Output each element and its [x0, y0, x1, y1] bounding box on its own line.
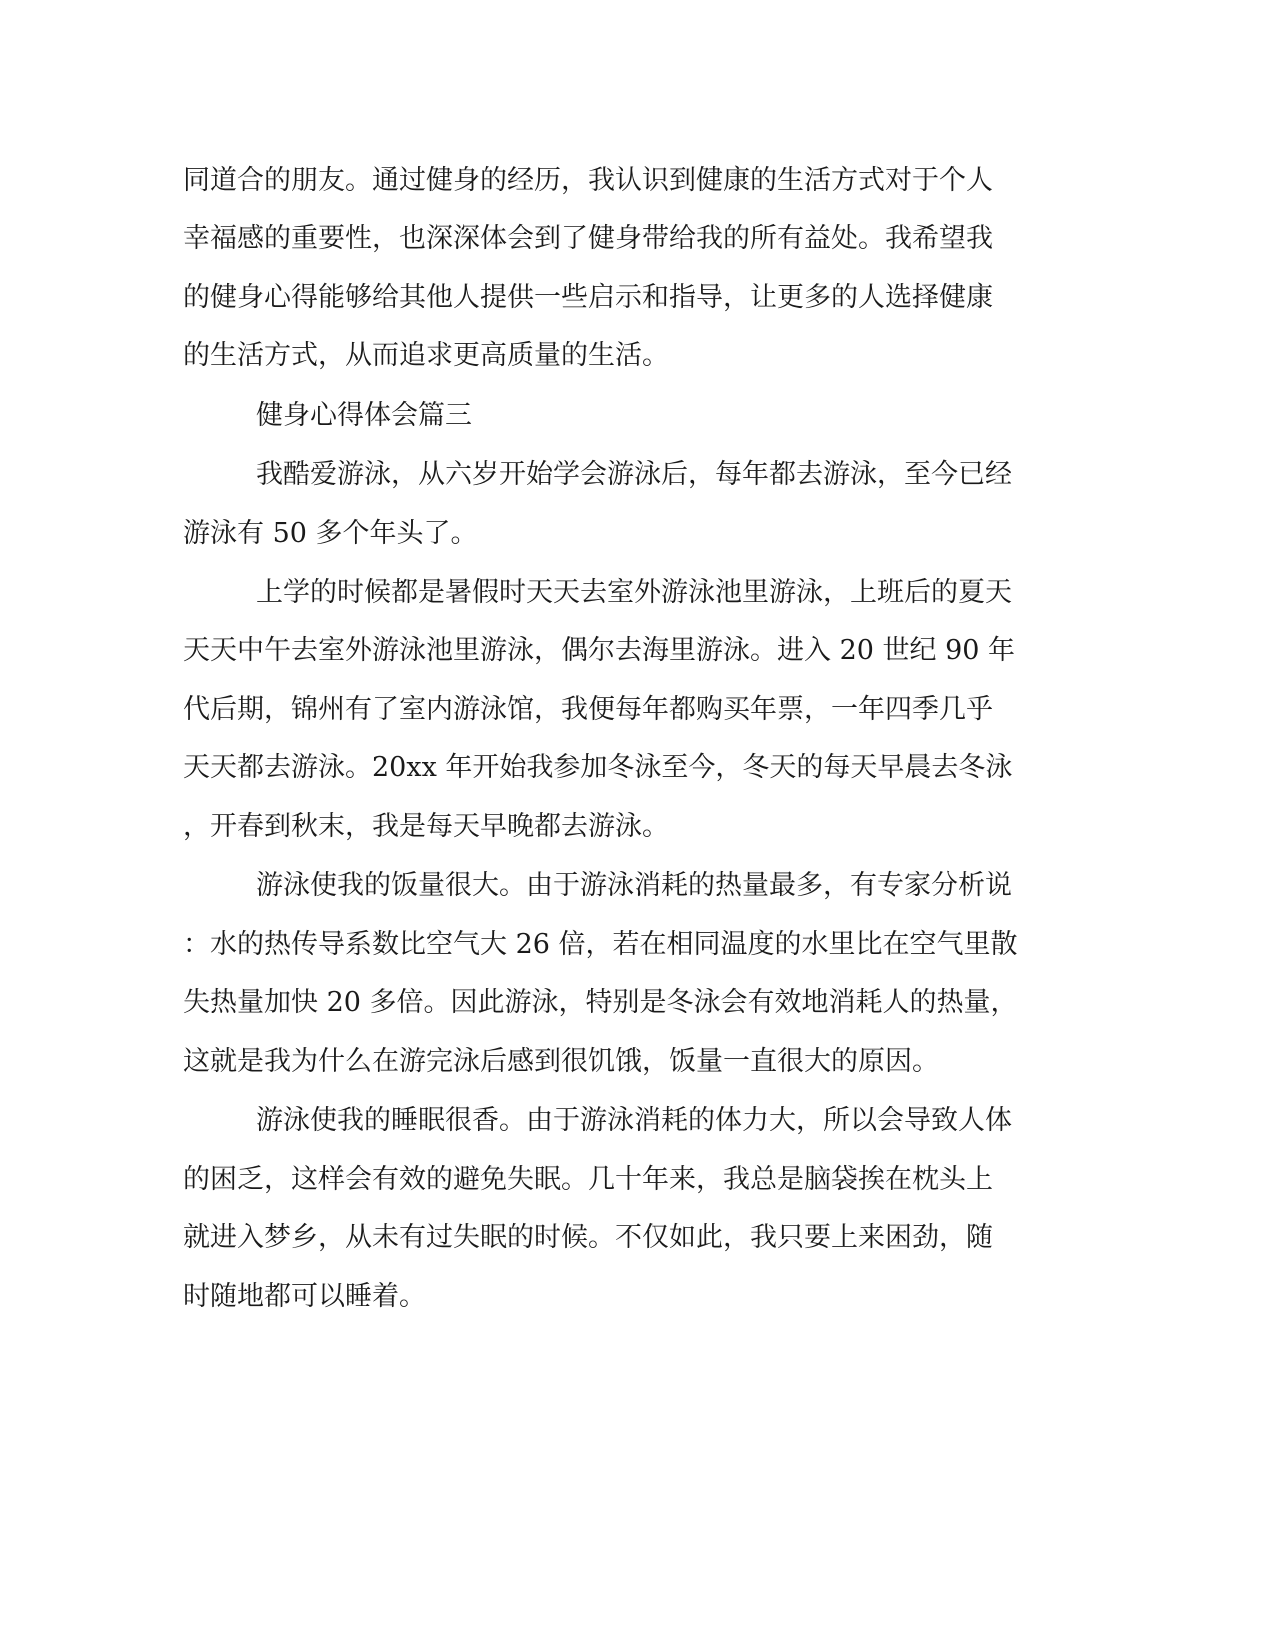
paragraph-first-line: 我酷爱游泳，从六岁开始学会游泳后，每年都去游泳，至今已经	[256, 459, 1012, 490]
text-line: 失热量加快 20 多倍。因此游泳，特别是冬泳会有效地消耗人的热量，	[183, 987, 1018, 1018]
paragraph-first-line: 上学的时候都是暑假时天天去室外游泳池里游泳，上班后的夏天	[256, 577, 1012, 608]
text-line: ：水的热传导系数比空气大 26 倍，若在相同温度的水里比在空气里散	[183, 929, 1018, 960]
text-line: 的生活方式，从而追求更高质量的生活。	[183, 340, 669, 371]
paragraph-first-line: 游泳使我的睡眠很香。由于游泳消耗的体力大，所以会导致人体	[256, 1105, 1012, 1136]
text-line: 同道合的朋友。通过健身的经历，我认识到健康的生活方式对于个人	[183, 165, 993, 196]
text-line: 时随地都可以睡着。	[183, 1281, 426, 1312]
section-heading: 健身心得体会篇三	[256, 400, 472, 431]
text-line: 幸福感的重要性，也深深体会到了健身带给我的所有益处。我希望我	[183, 223, 993, 254]
text-line: 游泳有 50 多个年头了。	[183, 518, 478, 549]
text-line: 代后期，锦州有了室内游泳馆，我便每年都购买年票，一年四季几乎	[183, 694, 993, 725]
text-line: 这就是我为什么在游完泳后感到很饥饿，饭量一直很大的原因。	[183, 1046, 939, 1077]
paragraph-first-line: 游泳使我的饭量很大。由于游泳消耗的热量最多，有专家分析说	[256, 870, 1012, 901]
text-line: 天天都去游泳。20xx 年开始我参加冬泳至今，冬天的每天早晨去冬泳	[183, 752, 1013, 783]
text-line: 的健身心得能够给其他人提供一些启示和指导，让更多的人选择健康	[183, 282, 993, 313]
text-line: ，开春到秋末，我是每天早晚都去游泳。	[183, 811, 669, 842]
text-line: 就进入梦乡，从未有过失眠的时候。不仅如此，我只要上来困劲，随	[183, 1222, 993, 1253]
text-line: 天天中午去室外游泳池里游泳，偶尔去海里游泳。进入 20 世纪 90 年	[183, 635, 1016, 666]
text-line: 的困乏，这样会有效的避免失眠。几十年来，我总是脑袋挨在枕头上	[183, 1164, 993, 1195]
